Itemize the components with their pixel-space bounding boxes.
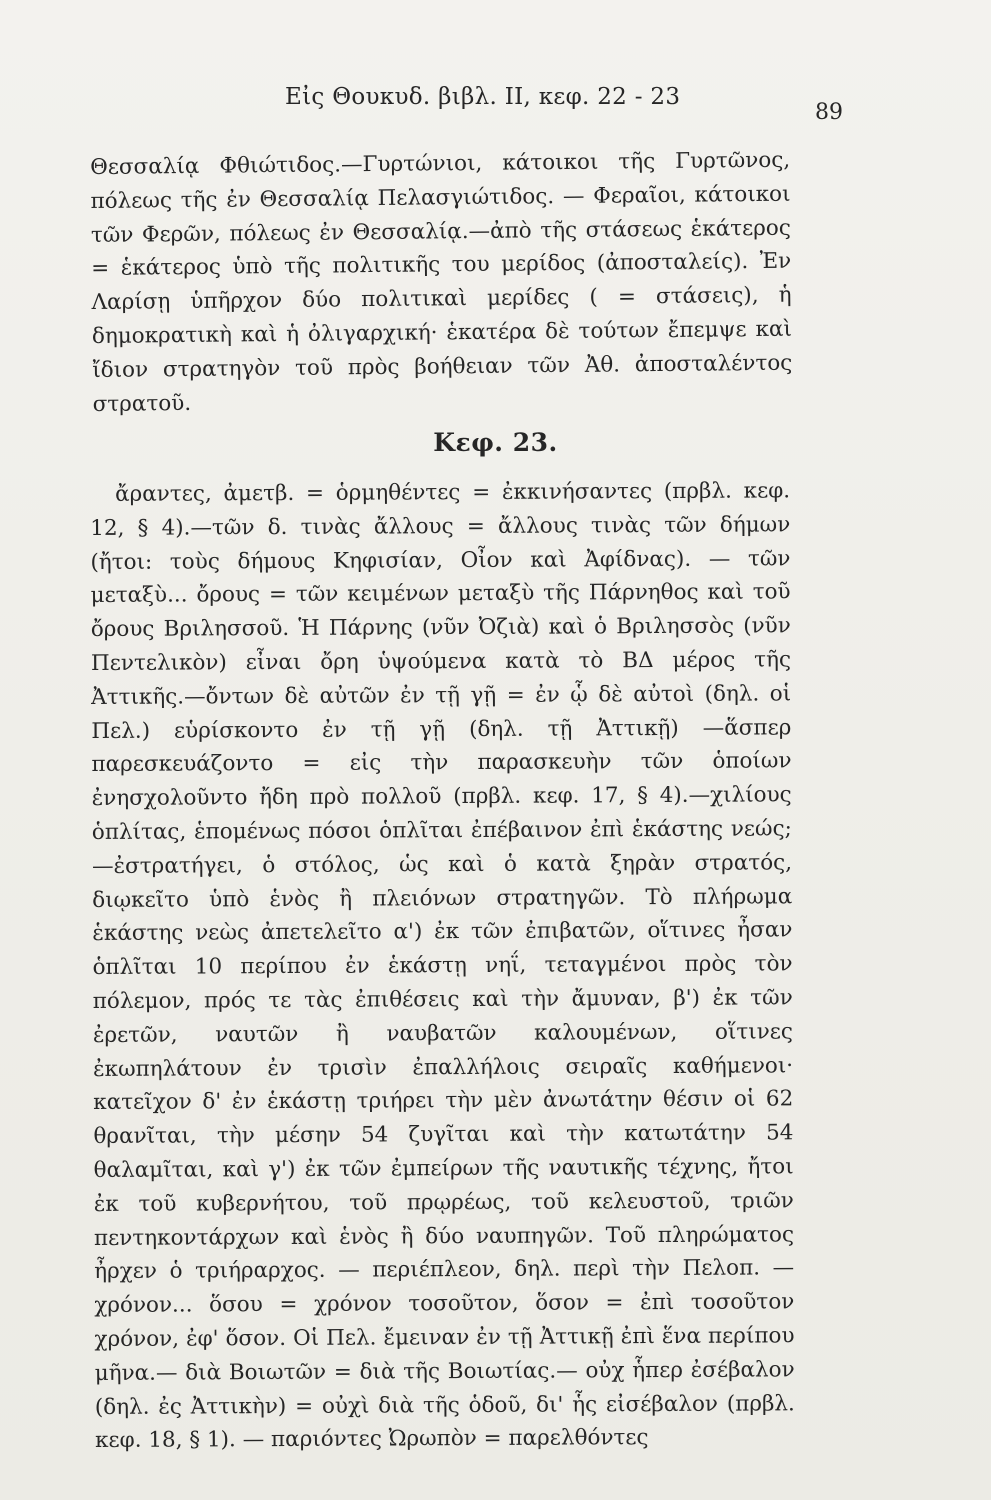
page-number: 89	[815, 100, 843, 125]
section-title: Κεφ. 23.	[433, 428, 558, 457]
commentary-paragraph-1: Θεσσαλίᾳ Φθιώτιδος.—Γυρτώνιοι, κάτοικοι τῆς Γυρτῶνος, πόλεως τῆς ἐν Θεσσαλίᾳ Πελασγιώτιδος. — Φεραῖοι, κάτοικοι τῶν Φερῶν, πόλεως ἐν Θεσσαλίᾳ.—ἀπὸ τῆς στάσεως ἑκάτερος = ἑκάτερος ὑπὸ τῆς πολιτικῆς του μερίδος (ἀποσταλείς). Ἐν Λαρίσῃ ὑπῆρχον δύο πολιτικαὶ μερίδες ( = στάσεις), ἡ δημοκρατικὴ καὶ ἡ ὀλιγαρχική· ἑκατέρα δὲ τούτων ἔπεμψε καὶ ἴδιον στρατηγὸν τοῦ πρὸς βοήθειαν τῶν Ἀθ. ἀποσταλέντος στρατοῦ.	[90, 147, 793, 417]
running-head: Εἰς Θουκυδ. βιβλ. II, κεφ. 22 - 23	[285, 84, 681, 110]
commentary-paragraph-2: ἄραντες, ἀμετβ. = ὁρμηθέντες = ἐκκινήσαντες (πρβλ. κεφ. 12, § 4).—τῶν δ. τινὰς ἄλλους = ἄλλους τινὰς τῶν δήμων (ἤτοι: τοὺς δήμους Κηφισίαν, Οἶον καὶ Ἀφίδνας). — τῶν μεταξὺ... ὄρους = τῶν κειμένων μεταξὺ τῆς Πάρνηθος καὶ τοῦ ὄρους Βριλησσοῦ. Ἡ Πάρνης (νῦν Ὀζιὰ) καὶ ὁ Βριλησσὸς (νῦν Πεντελικὸν) εἶναι ὄρη ὑψούμενα κατὰ τὸ ΒΔ μέρος τῆς Ἀττικῆς.—ὄντων δὲ αὐτῶν ἐν τῇ γῇ = ἐν ᾧ δὲ αὐτοὶ (δηλ. οἱ Πελ.) εὑρίσκοντο ἐν τῇ γῇ (δηλ. τῇ Ἀττικῇ) —ἅσπερ παρεσκευάζοντο = εἰς τὴν παρασκευὴν τῶν ὁποίων ἐνησχολοῦντο ἤδη πρὸ πολλοῦ (πρβλ. κεφ. 17, § 4).—χιλίους ὁπλίτας, ἑπομένως πόσοι ὁπλῖται ἐπέβαινον ἐπὶ ἑκάστης νεώς;—ἐστρατήγει, ὁ στόλος, ὡς καὶ ὁ κατὰ ξηρὰν στρατός, διῳκεῖτο ὑπὸ ἑνὸς ἢ πλειόνων στρατηγῶν. Τὸ πλήρωμα ἑκάστης νεὼς ἀπετελεῖτο α') ἐκ τῶν ἐπιβατῶν, οἵτινες ἦσαν ὁπλῖται 10 περίπου ἐν ἑκάστῃ νηΐ, τεταγμένοι πρὸς τὸν πόλεμον, πρός τε τὰς ἐπιθέσεις καὶ τὴν ἄμυναν, β') ἐκ τῶν ἐρετῶν, ναυτῶν ἢ ναυβατῶν καλουμένων, οἵτινες ἐκωπηλάτουν ἐν τρισὶν ἐπαλλήλοις σειραῖς καθήμενοι· κατεῖχον δ' ἐν ἑκάστῃ τριήρει τὴν μὲν ἀνωτάτην θέσιν οἱ 62 θρανῖται, τὴν μέσην 54 ζυγῖται καὶ τὴν κατωτάτην 54 θαλαμῖται, καὶ γ') ἐκ τῶν ἐμπείρων τῆς ναυτικῆς τέχνης, ἤτοι ἐκ τοῦ κυβερνήτου, τοῦ πρῳρέως, τοῦ κελευστοῦ, τριῶν πεντηκοντάρχων καὶ ἑνὸς ἢ δύο ναυπηγῶν. Τοῦ πληρώματος ἦρχεν ὁ τριήραρχος. — περιέπλεον, δηλ. περὶ τὴν Πελοπ. —χρόνον... ὅσου = χρόνον τοσοῦτον, ὅσον = ἐπὶ τοσοῦτον χρόνον, ἐφ' ὅσον. Οἱ Πελ. ἔμειναν ἐν τῇ Ἀττικῇ ἐπὶ ἕνα περίπου μῆνα.— διὰ Βοιωτῶν = διὰ τῆς Βοιωτίας.— οὐχ ἧπερ ἐσέβαλον (δηλ. ἐς Ἀττικὴν) = οὐχὶ διὰ τῆς ὁδοῦ, δι' ἧς εἰσέβαλον (πρβλ. κεφ. 18, § 1). — παριόντες Ὠρωπὸν = παρελθόντες	[90, 478, 795, 1454]
page-header	[0, 78, 991, 125]
